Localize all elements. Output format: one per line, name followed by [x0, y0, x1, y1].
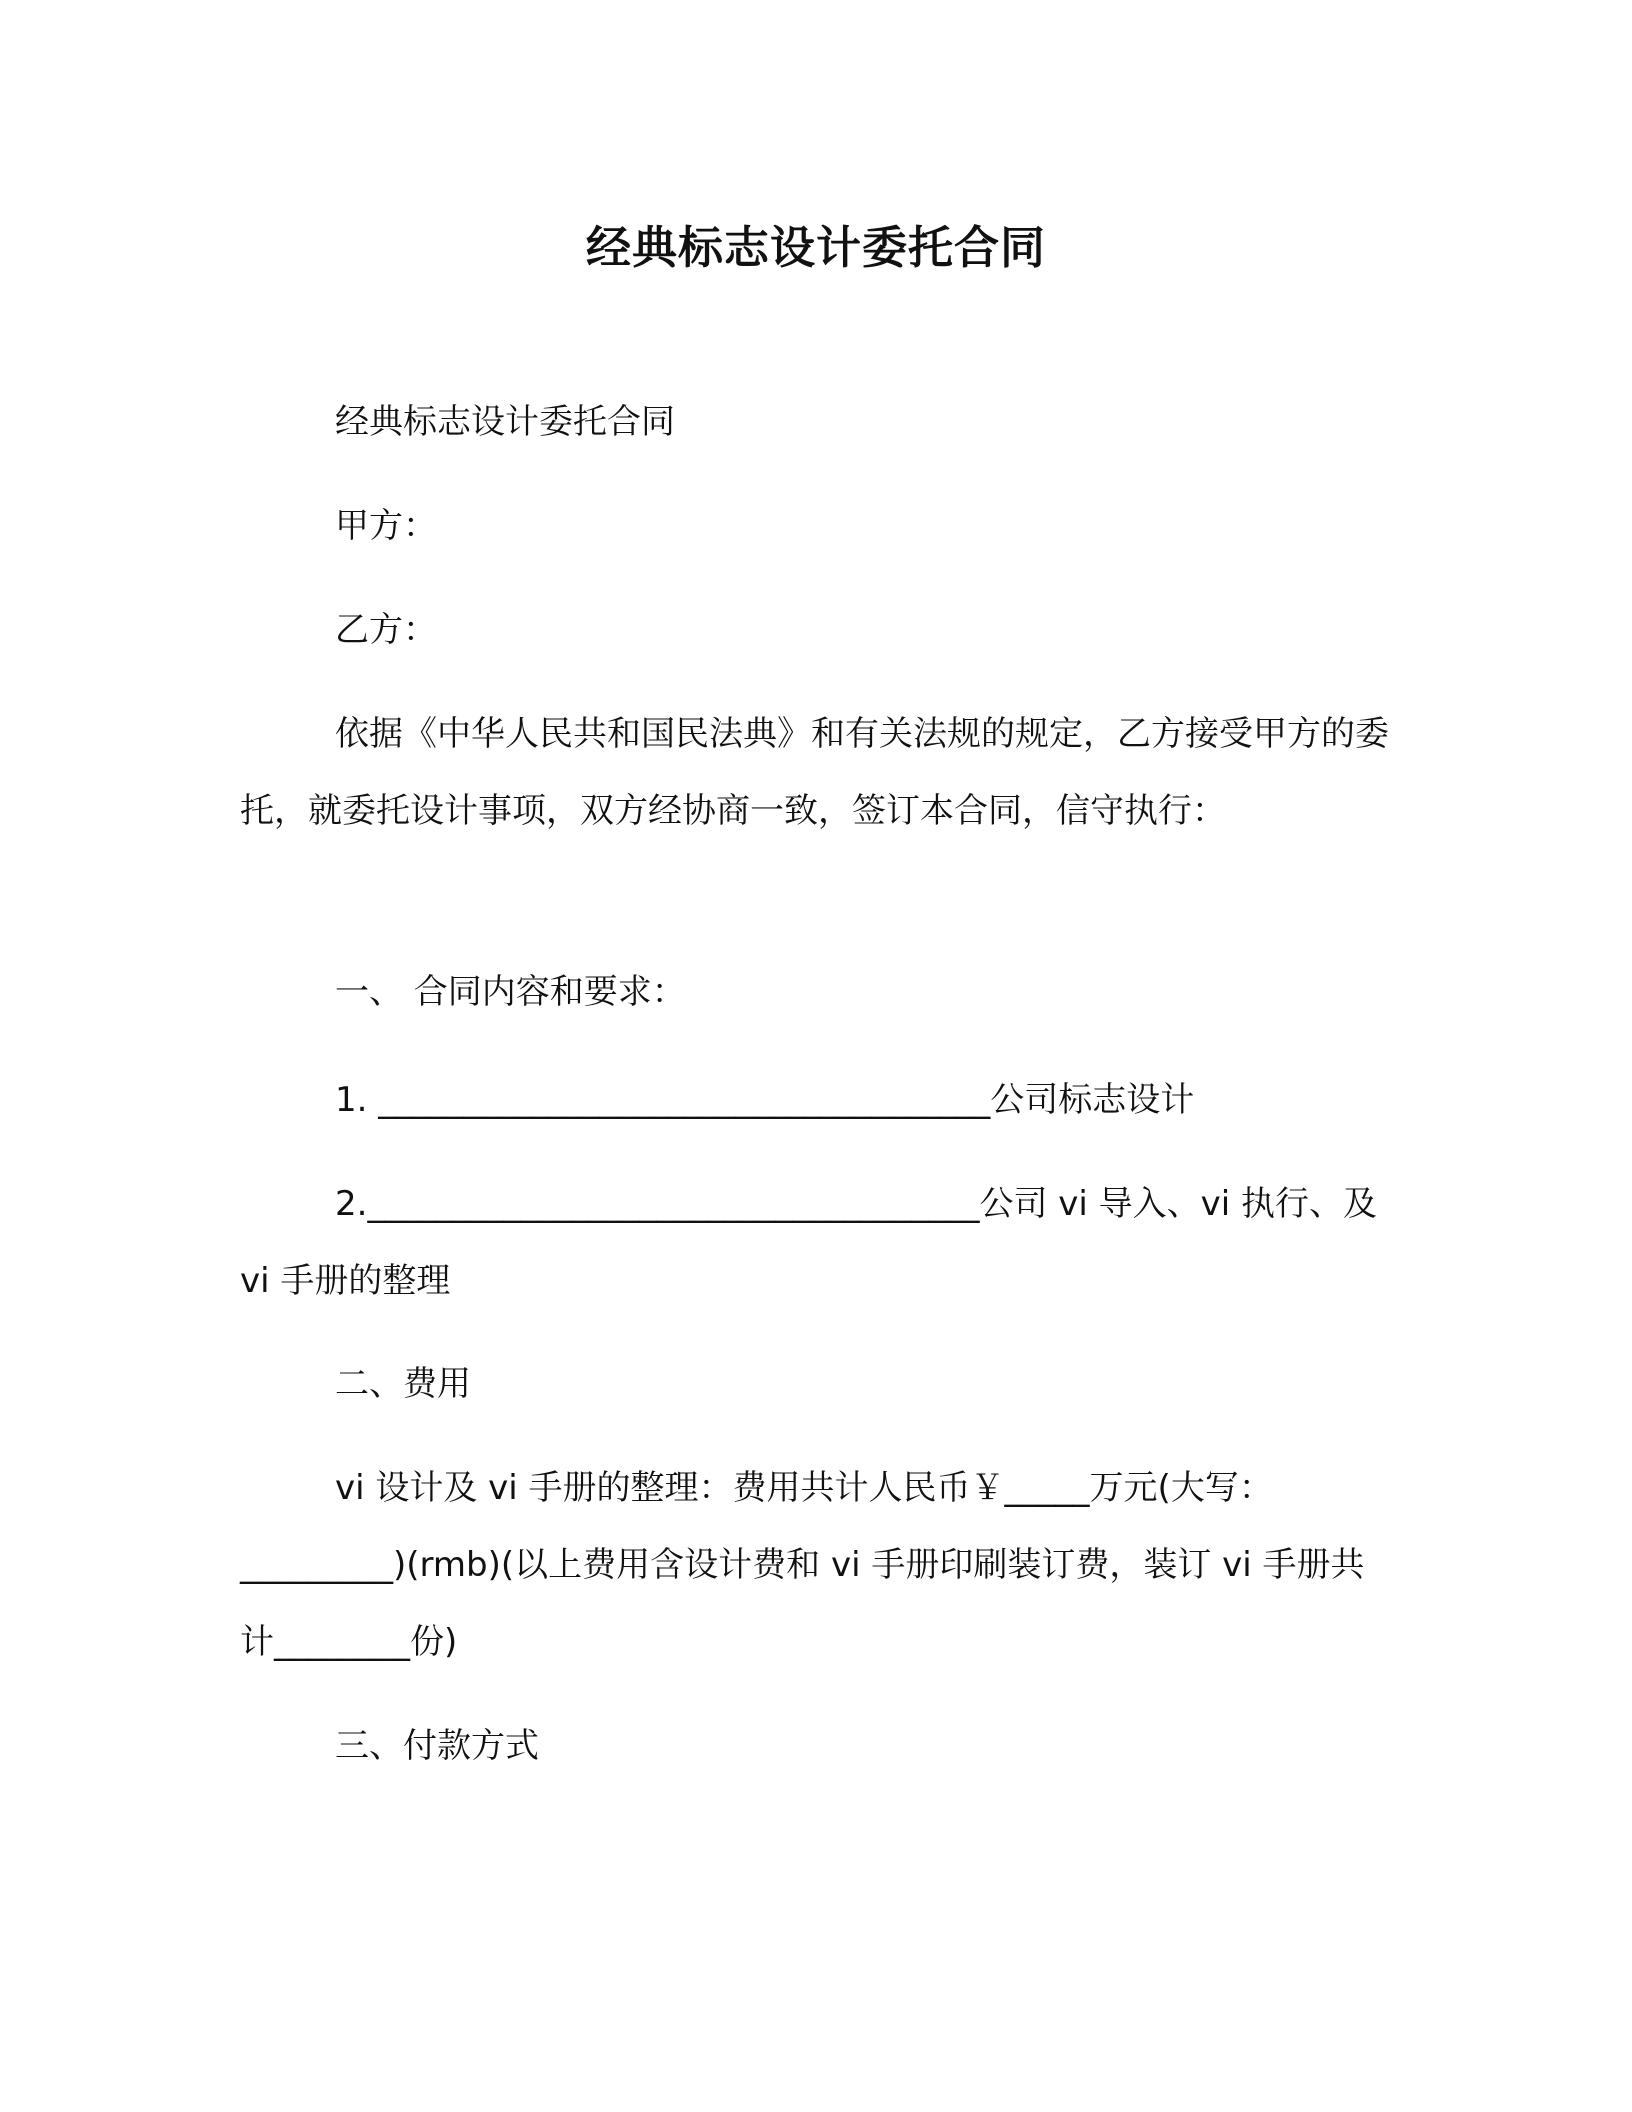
contract-item-vi-work: 2.____________________________________公司 vi 导入、vi 执行、及 vi 手册的整理	[240, 1184, 1388, 1301]
document-title: 经典标志设计委托合同	[585, 221, 1046, 274]
party-b-label: 乙方：	[335, 610, 437, 650]
section-heading-contract-content: 一、 合同内容和要求：	[335, 972, 686, 1012]
party-a-label: 甲方：	[335, 506, 437, 546]
section-heading-payment-method: 三、付款方式	[335, 1726, 539, 1766]
contract-subtitle: 经典标志设计委托合同	[335, 402, 675, 442]
legal-basis-paragraph: 依据《中华人民共和国民法典》和有关法规的规定，乙方接受甲方的委托，就委托设计事项，双方经协商一致，签订本合同，信守执行：	[240, 714, 1389, 831]
fee-paragraph: vi 设计及 vi 手册的整理：费用共计人民币￥_____万元(大写：_________)(rmb)(以上费用含设计费和 vi 手册印刷装订费，装订 vi 手册共计________份)	[240, 1468, 1365, 1662]
section-heading-fees: 二、费用	[335, 1364, 471, 1404]
contract-item-logo-design: 1. ____________________________________公司标志设计	[335, 1080, 1195, 1120]
